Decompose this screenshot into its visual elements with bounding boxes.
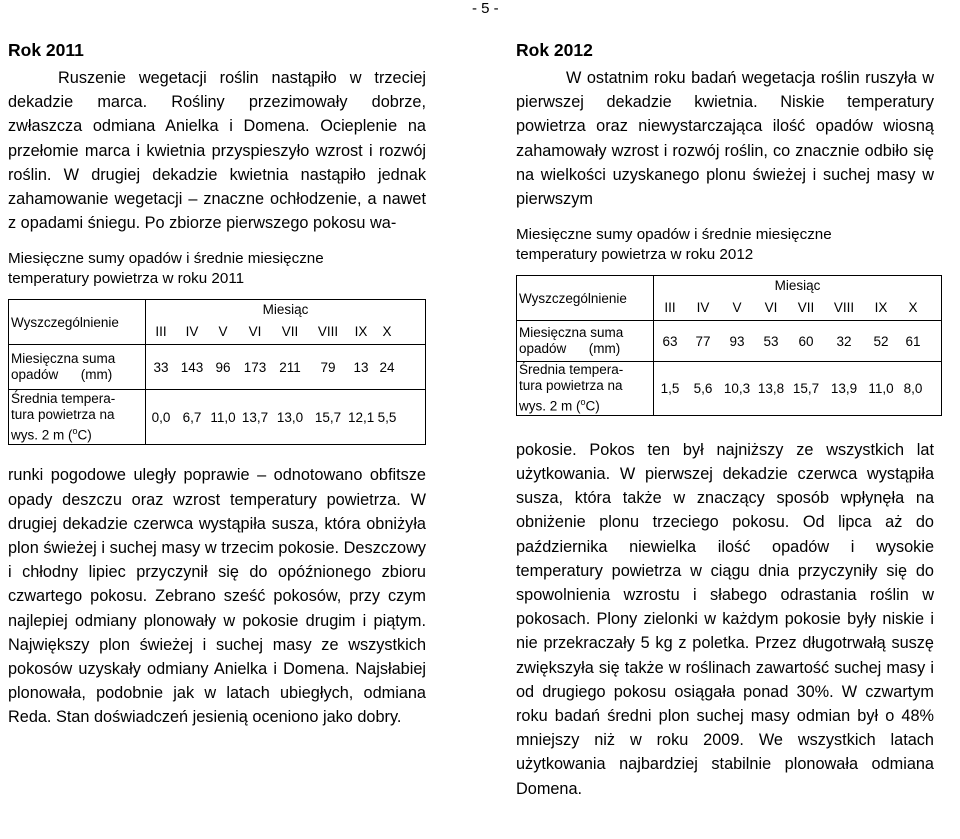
month-title: Miesiąc xyxy=(654,276,942,295)
row-label-line: tura powietrza na xyxy=(519,378,623,394)
value-cell: 96 xyxy=(215,359,231,375)
row-label-line: opadów (mm) xyxy=(11,367,113,383)
caption-line: Miesięczne sumy opadów i średnie miesięczne xyxy=(8,250,324,268)
label-text: C) xyxy=(585,398,600,414)
value-cell: 10,3 xyxy=(723,380,751,396)
caption-line: temperatury powietrza w roku 2012 xyxy=(516,246,754,264)
months-row xyxy=(654,295,942,321)
precip-values-row xyxy=(654,321,942,362)
paragraph-2012-continued: pokosie. Pokos ten był najniższy ze wszystkich lat użytkowania. W pierwszej dekadzie czerwca wystąpiła susza, która także w znaczący sposób wpłynęła na obniżenie plonu trzeciego pokosu. Od lipca aż do października niewielka ilość opadów i wysokie temperatury powietrza w ciągu dnia przyczyniły się do spowolnienia wzrostu i słabego odrastania roślin w pokosach. Plony zielonki w każdym pokosie były niskie i nie przekraczały 5 kg z poletka. Przez długotrwałą suszę zwiększyła się także w roślinach zawartość suchej masy i od drugiego pokosu osiągała ponad 30%. W czwartym roku badań średni plon suchej masy odmian był o 48% mniejszy niż w roku 2009. We wszystkich latach użytkowania najbardziej stabilnie plonowała odmiana Domena. xyxy=(516,440,934,798)
month: VI xyxy=(248,324,262,340)
value-cell: 211 xyxy=(279,359,301,375)
heading-2011: Rok 2011 xyxy=(8,40,84,60)
paragraph-2012-intro: W ostatnim roku badań wegetacja roślin ruszyła w pierwszej dekadzie kwietnia. Niskie temperatury powietrza oraz niewystarczająca ilość opadów wiosną zahamowały wzrost i rozwój roślin, co znacznie odbiło się na wielkości uzyskanego plonu świeżej i suchej masy w pierwszym xyxy=(516,69,934,209)
label-text: C) xyxy=(77,427,92,443)
row-label-line: Miesięczna suma xyxy=(519,325,624,341)
value-cell: 77 xyxy=(695,333,711,349)
temperature-values-row xyxy=(654,362,942,416)
value-cell: 53 xyxy=(763,333,779,349)
row-label-line: tura powietrza na xyxy=(11,407,115,423)
row-label-line: opadów (mm) xyxy=(519,341,621,357)
months-row xyxy=(146,319,426,345)
row-label-line: Miesięczna suma xyxy=(11,351,116,367)
value-cell: 5,6 xyxy=(693,380,713,396)
value-cell: 12,1 xyxy=(348,409,375,425)
value-cell: 173 xyxy=(243,359,267,375)
paragraph-2011-continued: runki pogodowe uległy poprawie – odnotowano obfitsze opady deszczu oraz wzrost temperatury powietrza. W drugiej dekadzie czerwca wystąpiła susza, która obniżyła plon świeżej i suchej masy w trzecim pokosie. Deszczowy i chłodny lipiec przyczynił się do opóźnionego zbioru czwartego pokosu. Zebrano sześć pokosów, przy czym najlepiej odmiany plonowały w pokosie drugim i piątym. Największy plon świeżej i suchej masy ze wszystkich pokosów uzyskały odmiany Anielka i Domena. Najsłabiej plonowała, podobnie jak w latach ubiegłych, odmiana Reda. Stan doświadczeń jesienią oceniono jako dobry. xyxy=(8,466,426,727)
label-text: wys. 2 m ( xyxy=(519,398,581,414)
month: IV xyxy=(696,300,710,316)
month: IV xyxy=(185,324,199,340)
weather-table-2012 xyxy=(516,275,942,416)
value-cell: 63 xyxy=(662,333,678,349)
month: VIII xyxy=(833,300,855,316)
month: X xyxy=(382,324,392,340)
precip-label-cell xyxy=(517,321,654,362)
value-cell: 79 xyxy=(320,359,336,375)
paragraph-2011-intro: Ruszenie wegetacji roślin nastąpiło w trzeciej dekadzie marca. Rośliny przezimowały dobrze, zwłaszcza odmiana Anielka i Domena. Ocieplenie na przełomie marca i kwietnia przyspieszyło wzrost i rozwój roślin. W drugiej dekadzie kwietnia nastąpiło jednak zahamowanie wegetacji – znaczne ochłodzenie, a nawet z opadami śniegu. Po zbiorze pierwszego pokosu wa- xyxy=(8,69,426,233)
temperature-label-cell xyxy=(9,390,146,445)
value-cell: 6,7 xyxy=(182,409,202,425)
month: III xyxy=(664,300,676,316)
value-cell: 93 xyxy=(729,333,745,349)
value-cell: 13,7 xyxy=(241,409,269,425)
label-text: wys. 2 m ( xyxy=(11,427,73,443)
value-cell: 11,0 xyxy=(868,380,894,396)
month: III xyxy=(155,324,167,340)
value-cell: 52 xyxy=(873,333,889,349)
month: VI xyxy=(764,300,778,316)
weather-table-2011 xyxy=(8,299,426,445)
value-cell: 1,5 xyxy=(660,380,680,396)
value-cell: 15,7 xyxy=(314,409,342,425)
month-title: Miesiąc xyxy=(146,300,426,319)
caption-line: Miesięczne sumy opadów i średnie miesięczne xyxy=(516,226,832,244)
table-caption-2012 xyxy=(516,225,934,265)
heading-2012: Rok 2012 xyxy=(516,40,593,60)
value-cell: 13,9 xyxy=(830,380,858,396)
value-cell: 61 xyxy=(905,333,921,349)
row-label-line xyxy=(11,423,145,444)
month: VII xyxy=(797,300,815,316)
value-cell: 5,5 xyxy=(377,409,397,425)
month: IX xyxy=(874,300,888,316)
temperature-label-cell xyxy=(517,362,654,416)
month: VII xyxy=(281,324,299,340)
header-label-cell: Wyszczególnienie xyxy=(517,276,654,321)
month: V xyxy=(218,324,228,340)
precip-label-cell xyxy=(9,345,146,390)
temperature-values-row xyxy=(146,390,426,445)
value-cell: 33 xyxy=(153,359,169,375)
value-cell: 24 xyxy=(379,359,395,375)
row-label-line: Średnia tempera- xyxy=(519,362,624,378)
month: V xyxy=(732,300,742,316)
month: IX xyxy=(354,324,368,340)
caption-line: temperatury powietrza w roku 2011 xyxy=(8,270,245,288)
value-cell: 0,0 xyxy=(151,409,171,425)
value-cell: 15,7 xyxy=(792,380,820,396)
month: X xyxy=(908,300,918,316)
value-cell: 13,0 xyxy=(276,409,304,425)
page-number: - 5 - xyxy=(472,0,499,17)
right-column xyxy=(516,40,934,801)
row-label-line xyxy=(519,394,653,415)
value-cell: 143 xyxy=(180,359,204,375)
precip-values-row xyxy=(146,345,426,390)
table-caption-2011 xyxy=(8,249,426,289)
value-cell: 11,0 xyxy=(210,409,236,425)
row-label-line: Średnia tempera- xyxy=(11,391,116,407)
value-cell: 8,0 xyxy=(903,380,923,396)
value-cell: 32 xyxy=(836,333,852,349)
left-column xyxy=(8,40,426,730)
value-cell: 60 xyxy=(798,333,814,349)
month: VIII xyxy=(317,324,339,340)
value-cell: 13,8 xyxy=(757,380,785,396)
header-label-cell: Wyszczególnienie xyxy=(9,300,146,345)
degree-sup: o xyxy=(580,397,586,408)
value-cell: 13 xyxy=(353,359,369,375)
degree-sup: o xyxy=(72,426,78,437)
